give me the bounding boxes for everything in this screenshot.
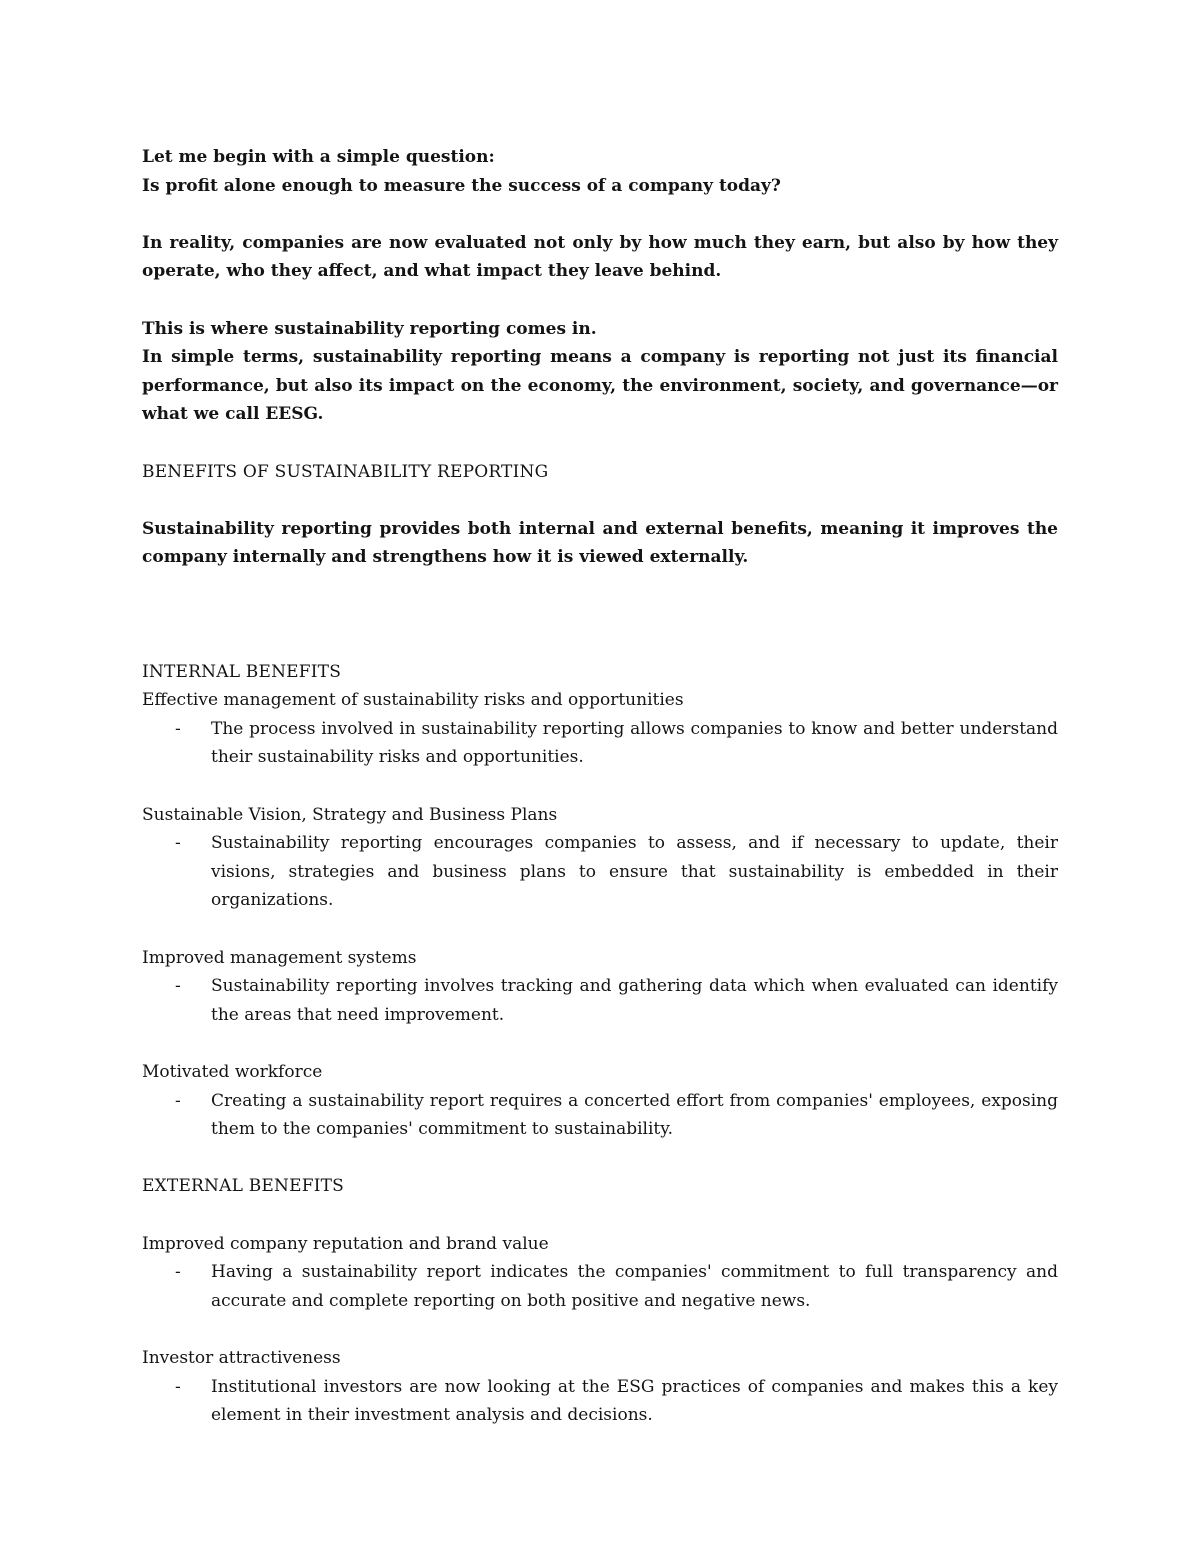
benefit-item	[142, 944, 1058, 1030]
benefit-title: Motivated workforce	[142, 1062, 323, 1082]
benefit-detail-text: Having a sustainability report indicates the companies' commitment to full transparency and accurate and complete reporting on both positive and negative news.	[211, 1262, 1058, 1311]
benefit-detail-text: Sustainability reporting encourages companies to assess, and if necessary to update, their visions, strategies and business plans to ensure that sustainability is embedded in their organizations.	[211, 833, 1058, 911]
intro-where-line: This is where sustainability reporting comes in.	[142, 318, 597, 339]
benefit-detail-text: Institutional investors are now looking at the ESG practices of companies and makes this a key element in their investment analysis and decisions.	[211, 1376, 1058, 1426]
benefit-title: Effective management of sustainability risks and opportunities	[142, 690, 684, 711]
benefit-detail-list	[142, 715, 1058, 772]
spacer	[142, 429, 1058, 458]
benefit-detail	[142, 1087, 1058, 1144]
benefit-item	[142, 1230, 1058, 1316]
benefit-detail-text: Sustainability reporting involves tracking and gathering data which when evaluated can identify the areas that need improvement.	[211, 976, 1058, 1025]
spacer	[142, 286, 1058, 315]
external-benefits-section	[142, 1172, 1058, 1429]
benefits-heading: BENEFITS OF SUSTAINABILITY REPORTING	[142, 461, 549, 482]
spacer	[142, 200, 1058, 229]
spacer	[142, 772, 1058, 801]
benefit-detail	[142, 829, 1058, 915]
intro-question: Is profit alone enough to measure the success of a company today?	[142, 175, 781, 196]
spacer	[142, 1144, 1058, 1173]
intro-question-lead: Let me begin with a simple question:	[142, 147, 495, 167]
spacer	[142, 1315, 1058, 1344]
benefit-detail	[142, 1373, 1058, 1430]
dash-bullet: -	[175, 718, 181, 739]
benefits-summary: Sustainability reporting provides both internal and external benefits, meaning it improves the company internally and strengthens how it is viewed externally.	[142, 518, 1058, 568]
benefit-detail-list	[142, 1258, 1058, 1315]
benefit-title: Investor attractiveness	[142, 1347, 341, 1368]
benefit-item	[142, 801, 1058, 915]
dash-bullet: -	[175, 976, 181, 997]
benefit-detail-list	[142, 1373, 1058, 1430]
benefit-item	[142, 686, 1058, 772]
dash-bullet: -	[175, 1376, 181, 1397]
benefit-title: Sustainable Vision, Strategy and Business Plans	[142, 804, 558, 825]
benefit-detail-list	[142, 1087, 1058, 1144]
spacer	[142, 486, 1058, 515]
spacer	[142, 572, 1058, 629]
dash-bullet: -	[175, 1090, 181, 1111]
benefit-title: Improved company reputation and brand value	[142, 1233, 549, 1254]
benefit-detail-text: The process involved in sustainability reporting allows companies to know and better understand their sustainability risks and opportunities.	[211, 718, 1058, 768]
spacer	[142, 915, 1058, 944]
benefit-detail	[142, 1258, 1058, 1315]
intro-reality: In reality, companies are now evaluated not only by how much they earn, but also by how they operate, who they affect, and what impact they leave behind.	[142, 232, 1058, 282]
spacer	[142, 629, 1058, 658]
benefit-detail-list	[142, 972, 1058, 1029]
internal-benefits-section	[142, 658, 1058, 1144]
benefit-detail-text: Creating a sustainability report requires a concerted effort from companies' employees, exposing them to the companies' commitment to sustainability.	[211, 1090, 1058, 1140]
benefit-detail	[142, 715, 1058, 772]
benefit-detail	[142, 972, 1058, 1029]
dash-bullet: -	[175, 833, 181, 854]
intro-definition: In simple terms, sustainability reporting means a company is reporting not just its financial performance, but also its impact on the economy, the environment, society, and governance—or what we call EESG.	[142, 347, 1058, 425]
benefit-title: Improved management systems	[142, 947, 417, 968]
external-benefits-heading: EXTERNAL BENEFITS	[142, 1176, 344, 1197]
internal-benefits-heading: INTERNAL BENEFITS	[142, 661, 342, 682]
dash-bullet: -	[175, 1262, 181, 1283]
benefit-item	[142, 1058, 1058, 1144]
benefit-item	[142, 1344, 1058, 1430]
benefit-detail-list	[142, 829, 1058, 915]
spacer	[142, 1201, 1058, 1230]
spacer	[142, 1029, 1058, 1058]
document-page	[142, 143, 1058, 1430]
